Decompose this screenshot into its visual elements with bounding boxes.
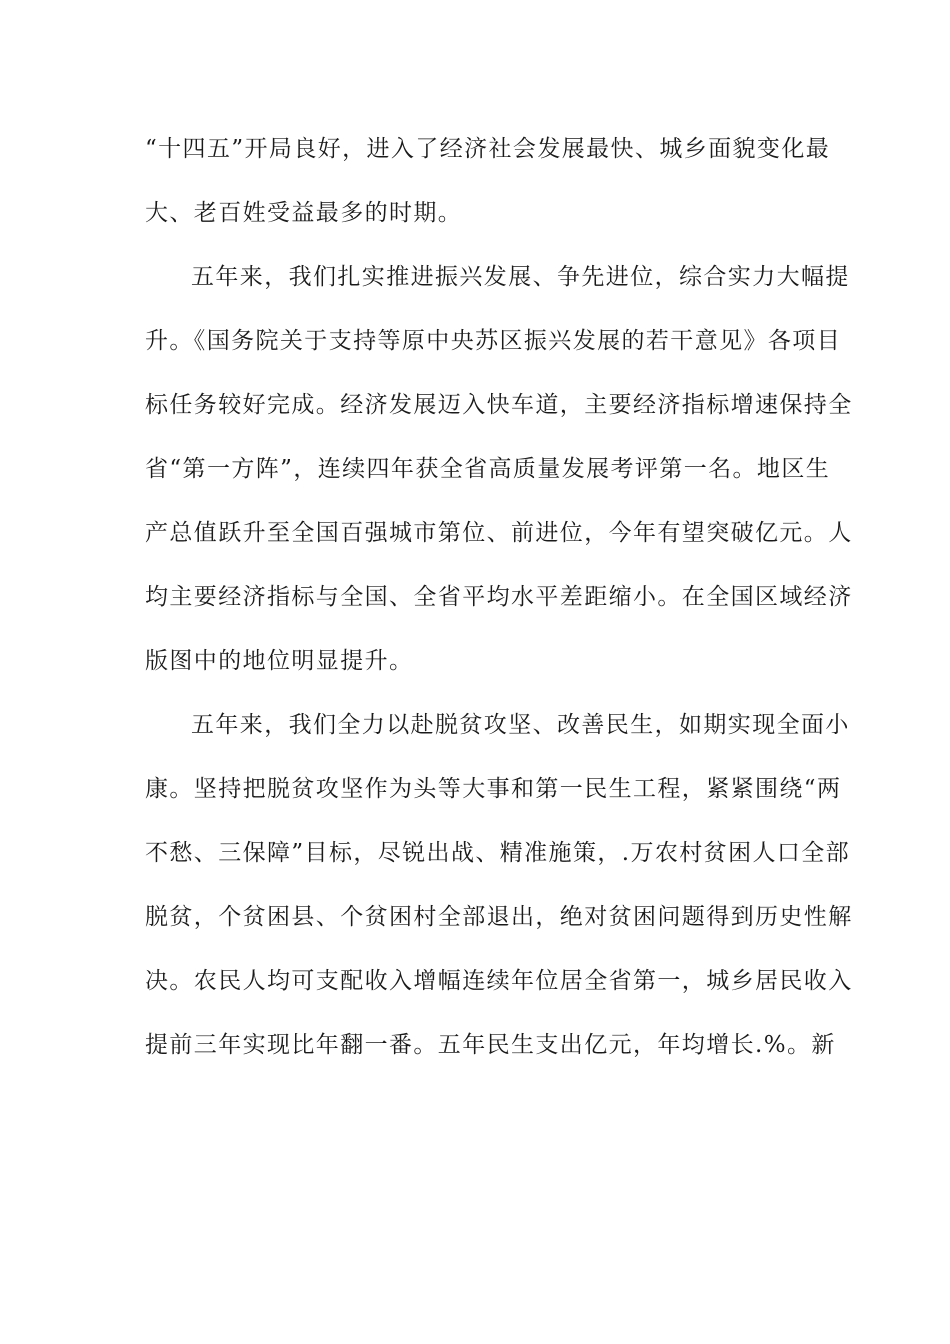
text-line: 五年来，我们扎实推进振兴发展、争先进位，综合实力大幅提 bbox=[191, 264, 850, 290]
text-line: 均主要经济指标与全国、全省平均水平差距缩小。在全国区域经济 bbox=[145, 584, 853, 610]
text-line: 脱贫，个贫困县、个贫困村全部退出，绝对贫困问题得到历史性解 bbox=[145, 904, 853, 930]
text-line: 大、老百姓受益最多的时期。 bbox=[145, 200, 463, 226]
text-line: 五年来，我们全力以赴脱贫攻坚、改善民生，如期实现全面小 bbox=[191, 712, 850, 738]
text-line: 标任务较好完成。经济发展迈入快车道，主要经济指标增速保持全 bbox=[145, 392, 853, 418]
text-line: 版图中的地位明显提升。 bbox=[145, 648, 414, 674]
text-line: 省“第一方阵”，连续四年获全省高质量发展考评第一名。地区生 bbox=[145, 456, 831, 482]
text-line: 决。农民人均可支配收入增幅连续年位居全省第一，城乡居民收入 bbox=[145, 968, 853, 994]
text-line: 产总值跃升至全国百强城市第位、前进位，今年有望突破亿元。人 bbox=[145, 520, 853, 546]
text-line: 不愁、三保障”目标，尽锐出战、精准施策，.万农村贫困人口全部 bbox=[145, 840, 851, 866]
document-body bbox=[145, 127, 853, 1087]
text-line: 提前三年实现比年翻一番。五年民生支出亿元，年均增长.%。新 bbox=[145, 1032, 836, 1058]
text-line: 康。坚持把脱贫攻坚作为头等大事和第一民生工程，紧紧围绕“两 bbox=[145, 776, 842, 802]
text-line: 升。《国务院关于支持等原中央苏区振兴发展的若干意见》各项目 bbox=[145, 328, 842, 354]
text-line: “十四五”开局良好，进入了经济社会发展最快、城乡面貌变化最 bbox=[145, 136, 831, 162]
